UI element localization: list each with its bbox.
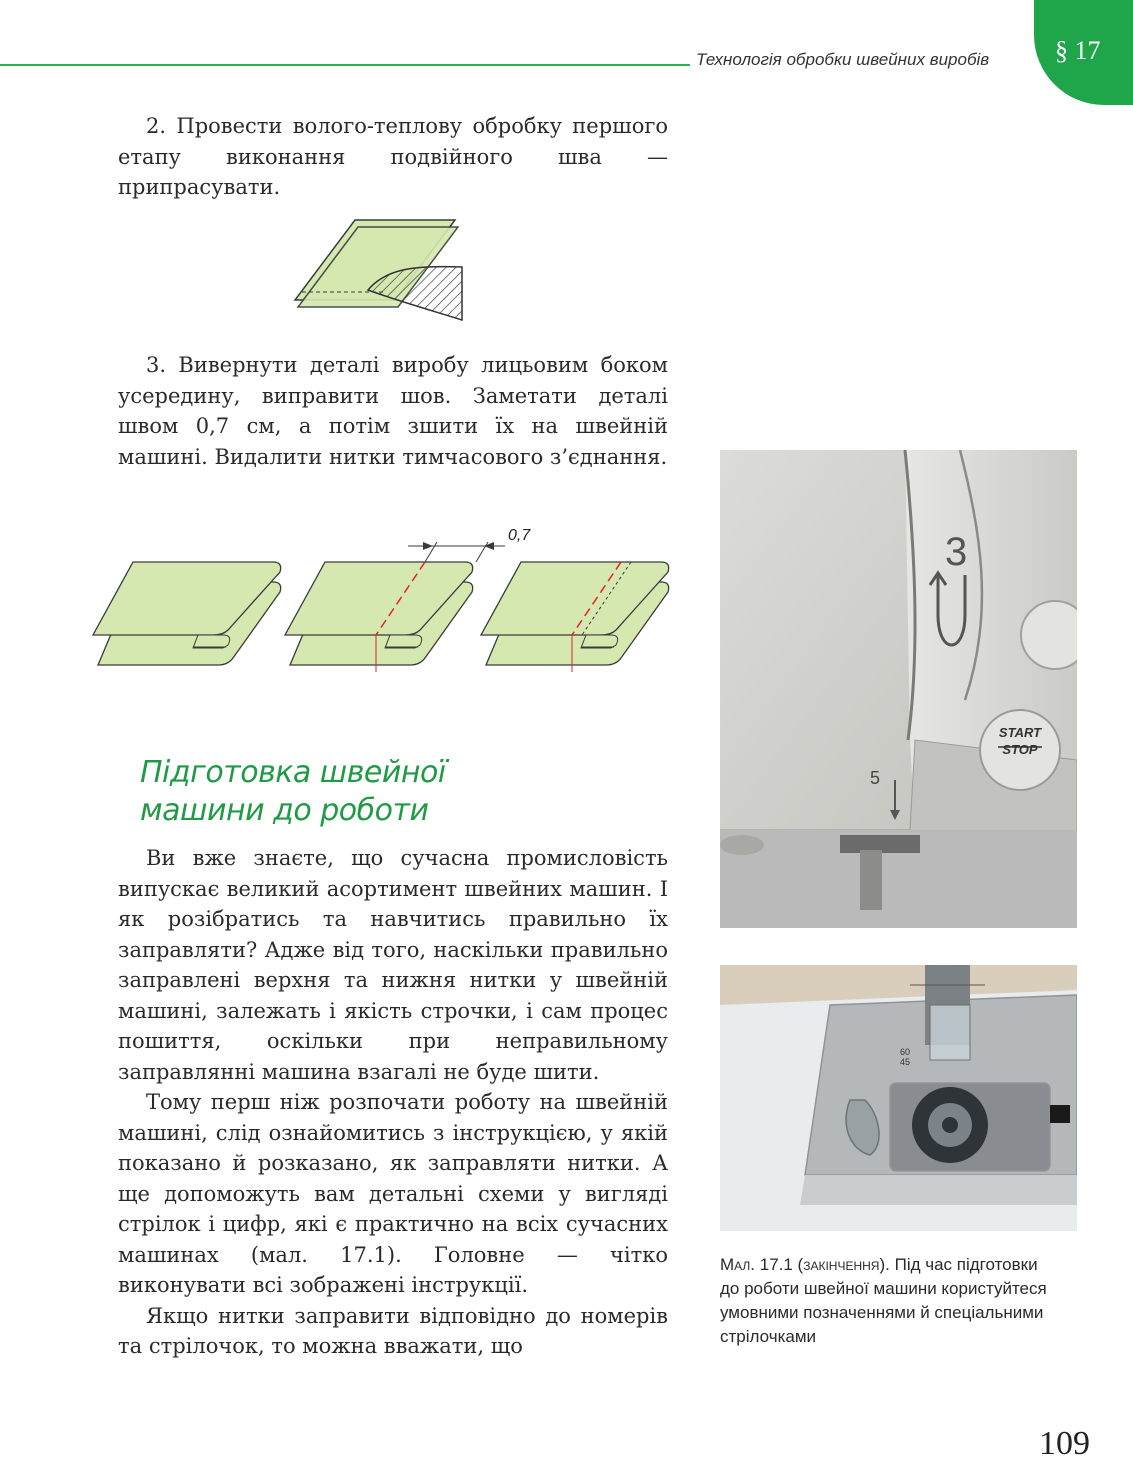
thread-step-3-label: 3 bbox=[945, 530, 968, 574]
section-body bbox=[118, 843, 668, 1362]
section-heading: Підготовка швейної машини до роботи bbox=[140, 755, 446, 828]
plate-mark-45: 45 bbox=[900, 1057, 911, 1067]
section-number: § 17 bbox=[1055, 36, 1101, 65]
body-paragraph-3: Якщо нитки заправити відповідно до номерів та стрілочок, то можна вважати, що bbox=[118, 1303, 668, 1358]
header-rule bbox=[0, 64, 690, 66]
thread-step-5-label: 5 bbox=[870, 768, 881, 788]
pressing-figure bbox=[290, 215, 480, 325]
photo-machine-head bbox=[720, 450, 1077, 928]
body-paragraph-2: Тому перш ніж розпочати роботу на швейній машині, слід ознайомитись з інструкцією, у якій показано й розказано, як заправляти нитки. А ще допоможуть вам детальні схеми у вигляді стрілок і цифр, які є практично на всіх сучасних машинах (мал. 17.1). Головне — чітко виконувати всі зображені інструкції. bbox=[118, 1090, 668, 1297]
figure-caption bbox=[720, 1253, 1060, 1349]
plate-mark-60: 60 bbox=[900, 1047, 911, 1057]
seam-figure-3 bbox=[481, 562, 669, 672]
seam-figures bbox=[88, 520, 678, 680]
dimension-label: 0,7 bbox=[508, 527, 531, 544]
caption-label: Мал. 17.1 (закінчення). bbox=[720, 1255, 890, 1274]
step-2-paragraph bbox=[118, 111, 668, 203]
running-header-title: Технологія обробки швейних виробів bbox=[696, 50, 990, 69]
reverse-button bbox=[1021, 601, 1077, 669]
caption-text: Під час підготовки до роботи швейної машини користуйтеся умовними позначеннями й спеціальними стрілочками bbox=[720, 1255, 1047, 1346]
stop-label: STOP bbox=[1002, 742, 1038, 757]
step-3-text: 3. Вивернути деталі виробу лицьовим боком усередину, виправити шов. Заметати деталі швом 0,7 см, а потім зшити їх на швейній машині. Видалити нитки тимчасового з’єднання. bbox=[118, 353, 668, 469]
step-3-paragraph bbox=[118, 350, 668, 472]
start-label: START bbox=[998, 725, 1042, 740]
page-number: 109 bbox=[1039, 1425, 1090, 1462]
photo-needle-plate bbox=[720, 965, 1077, 1231]
seam-figure-1 bbox=[93, 562, 281, 665]
body-paragraph-1: Ви вже знаєте, що сучасна промисловість випускає великий асортимент швейних машин. І як розібратись та навчитись правильно їх заправляти? Адже від того, наскільки правильно заправлені верхня та нижня нитки у швейній машині, залежать і якість строчки, і сам процес пошиття, оскільки при неправильному заправлянні машина взагалі не буде шити. bbox=[118, 846, 668, 1084]
step-2-text: 2. Провести волого-теплову обробку першого етапу виконання подвійного шва — припрасувати. bbox=[118, 114, 668, 199]
